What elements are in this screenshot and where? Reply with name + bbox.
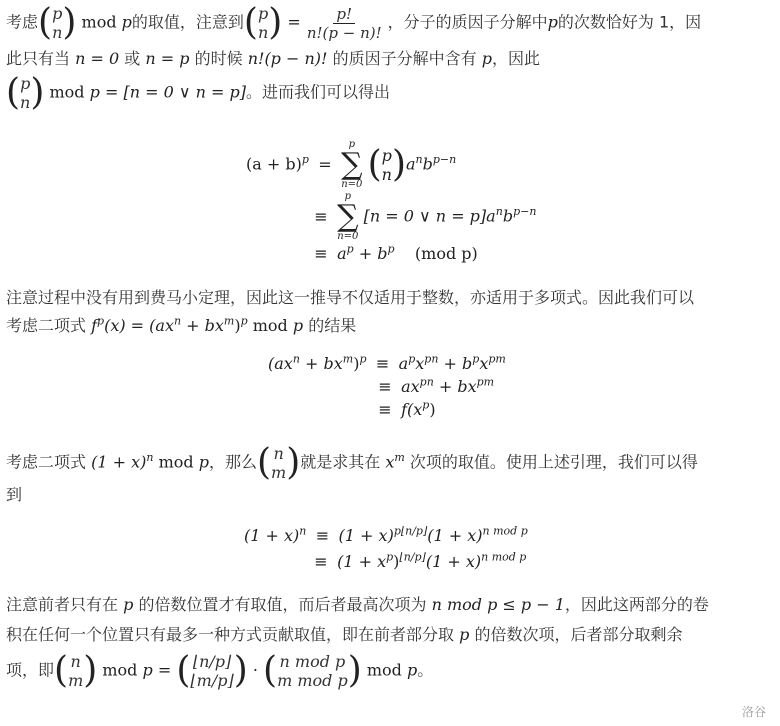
paragraph-1-line2: 此只有当 n = 0 或 n = p 的时候 n!(p − n)! 的质因子分解中含有 p，因此: [6, 49, 540, 68]
equation-2-row1: $(ax^n + bx^m)^p \equiv a^px^{pn} + b^px^{pm}$: [268, 352, 506, 373]
text: ，分子的质因子分解中: [387, 12, 548, 32]
paragraph-3-line2: 到: [6, 485, 23, 504]
math-mod: mod: [81, 12, 117, 32]
fraction: $\frac{p!}{n!(p - n)!}$: [306, 4, 382, 42]
binomial-p-n: ( p n ): [243, 2, 283, 43]
equation-3-row1: $(1 + x)^n \equiv (1 + x)^{p⌊n/p⌋}(1 + x)^{n mod p}$: [244, 524, 528, 545]
paragraph-1-line3: ( p n ) mod p = [n = 0 ∨ n = p]。进而我们可以得出: [6, 72, 391, 113]
binomial-p-n: ( p n ): [6, 72, 45, 113]
equation-1-row2: ≡ p ∑ n=0 [n = 0 ∨ $n = p]a^nb^{p-n}$: [314, 191, 537, 242]
equation-1-row3: ≡ $a^p + b^p$ (mod p): [314, 242, 478, 263]
equation-3-row2: ≡ $(1 + x^p)^{⌊n/p⌋}(1 + x)^{n mod p}$: [314, 550, 527, 571]
watermark-label: 洛谷: [741, 705, 766, 719]
paragraph-1: 考虑( p n ) mod p的取值，注意到( p n ) = $\frac{p!}{n!(p - n)!}$ ，分子的质因子分解中p的次数恰好为 1，因: [6, 2, 702, 43]
paragraph-4-line3: 项，即( n m ) mod p = ( ⌊n/p⌋ ⌊m/p⌋ ) · ( n mod p m mod p ) mod p。: [6, 650, 434, 691]
paragraph-4-line2: 积在任何一个位置只有最多一种方式贡献取值，即在前者部分取 p 的倍数次项，后者部分取剩余: [6, 625, 683, 644]
paragraph-2: 注意过程中没有用到费马小定理，因此这一推导不仅适用于整数，亦适用于多项式。因此我们可以: [6, 288, 695, 307]
paragraph-2-line2: 考虑二项式 $f^p(x) = (ax^n + bx^m)^p$ mod p 的结果: [6, 314, 357, 335]
equation-2-row2: ≡ $ax^{pn} + bx^{pm}$: [378, 375, 495, 396]
text: 的次数恰好为 1，因: [557, 12, 702, 32]
paragraph-3: 考虑二项式 $(1 + x)^n$ mod p，那么( n m )就是求其在 $x^m$ 次项的取值。使用上述引理，我们可以得: [6, 442, 698, 483]
text: 考虑: [6, 12, 39, 32]
equation-1-row1: $(a + b)^p$ = p ∑ n=0 ( p n )$a^nb^{p-n}$: [246, 139, 457, 190]
binomial-p-n: ( p n ): [38, 2, 77, 43]
paragraph-4: 注意前者只有在 p 的倍数位置才有取值，而后者最高次项为 n mod p ≤ p − 1，因此这两部分的卷: [6, 595, 709, 614]
equation-2-row3: ≡ $f(x^p)$: [378, 398, 436, 419]
text: 的取值，注意到: [131, 12, 244, 32]
